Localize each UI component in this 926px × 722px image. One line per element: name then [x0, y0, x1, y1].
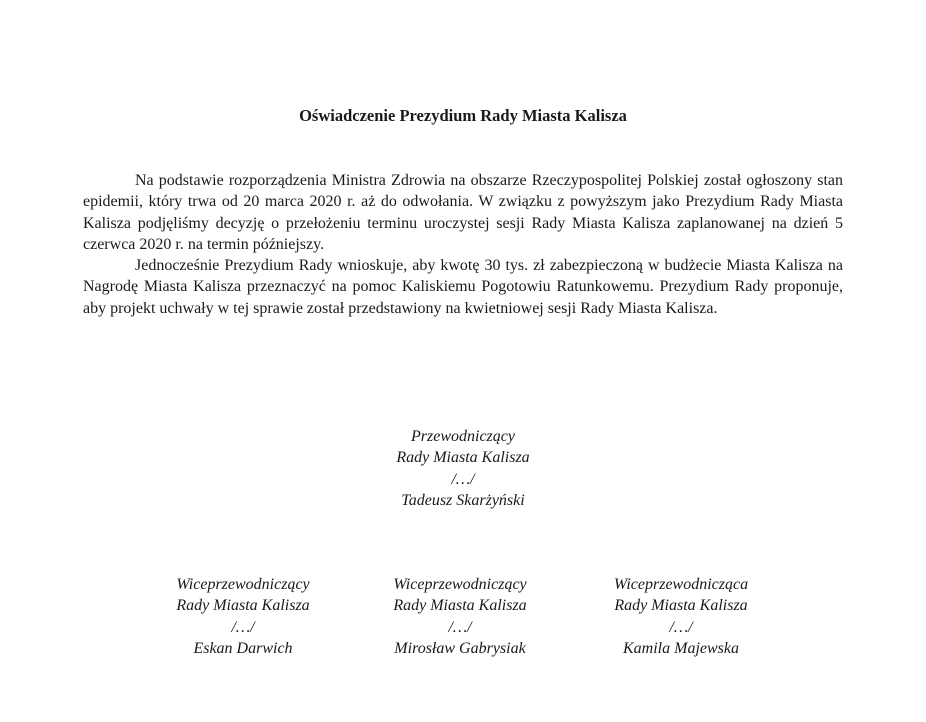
- signature-role: Wiceprzewodniczący: [393, 576, 527, 593]
- signature-role: Wiceprzewodniczący: [176, 576, 310, 593]
- paragraph: Na podstawie rozporządzenia Ministra Zdrowia na obszarze Rzeczypospolitej Polskiej został ogłoszony stan epidemii, który trwa od 20 marca 2020 r. aż do odwołania. W związku z powyższym jako Prezydium Rady Miasta Kalisza podjęliśmy decyzję o przełożeniu terminu uroczystej sesji Rady Miasta Kalisza zaplanowanej na dzień 5 czerwca 2020 r. na termin późniejszy.: [83, 172, 843, 253]
- signature-mark: /…/: [669, 618, 693, 636]
- signature-mark: /…/: [231, 618, 255, 636]
- signature-vice-chairwoman-3: [581, 574, 781, 659]
- signature-role: Wiceprzewodnicząca: [613, 576, 749, 593]
- document-body: [83, 170, 843, 319]
- signature-body: Rady Miasta Kalisza: [396, 449, 530, 467]
- signature-vice-chairman-1: [143, 574, 343, 659]
- signature-mark: /…/: [451, 470, 475, 488]
- signature-body: Rady Miasta Kalisza: [614, 597, 748, 615]
- signature-vice-chairman-2: [360, 574, 560, 659]
- signature-chairman: [363, 426, 563, 511]
- signature-name: Kamila Majewska: [623, 639, 739, 657]
- signature-name: Mirosław Gabrysiak: [394, 639, 526, 657]
- signature-mark: /…/: [448, 618, 472, 636]
- signature-name: Tadeusz Skarżyński: [401, 491, 525, 509]
- signature-body: Rady Miasta Kalisza: [176, 597, 310, 615]
- signature-name: Eskan Darwich: [193, 639, 293, 657]
- signature-role: Przewodniczący: [411, 428, 515, 445]
- document-title: Oświadczenie Prezydium Rady Miasta Kalisza: [299, 106, 627, 125]
- paragraph: Jednocześnie Prezydium Rady wnioskuje, aby kwotę 30 tys. zł zabezpieczoną w budżecie Miasta Kalisza na Nagrodę Miasta Kalisza przeznaczyć na pomoc Kaliskiemu Pogotowiu Ratunkowemu. Prezydium Rady proponuje, aby projekt uchwały w tej sprawie został przedstawiony na kwietniowej sesji Rady Miasta Kalisza.: [83, 257, 843, 317]
- signature-body: Rady Miasta Kalisza: [393, 597, 527, 615]
